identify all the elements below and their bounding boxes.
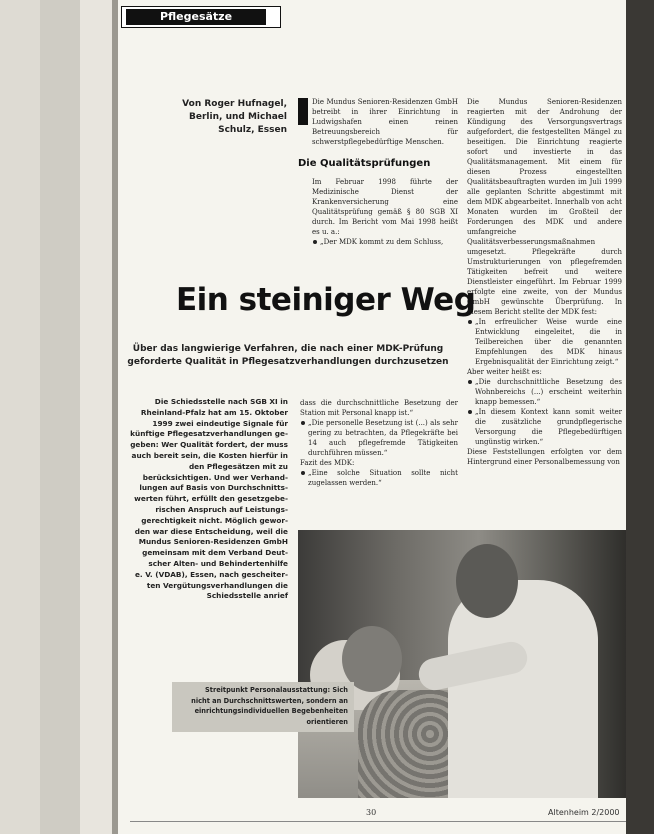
- body-paragraph: Aber weiter heißt es:: [467, 368, 542, 376]
- body-paragraph: Fazit des MDK:: [300, 459, 355, 467]
- article-headline: Ein steiniger Weg: [176, 282, 476, 318]
- column-right: [467, 97, 622, 467]
- column-middle-top: [298, 97, 458, 247]
- dek-line: geforderte Qualität in Pflegesatzverhandlungen durchzusetzen: [127, 357, 449, 367]
- caption-line: Streitpunkt Personalausstattung: Sich: [205, 686, 348, 694]
- photo-caption: [172, 682, 354, 732]
- lead-line: lungen auf Basis von Durchschnitts-: [139, 483, 288, 493]
- lead-line: den war diese Entscheidung, weil die: [134, 526, 288, 536]
- byline-line: Schulz, Essen: [218, 125, 287, 135]
- lead-line: scher Alten- und Behindertenhilfe: [148, 558, 288, 568]
- lead-line: gemeinsam mit dem Verband Deut-: [142, 548, 288, 558]
- lead-line: e. V. (VDAB), Essen, nach gescheiter-: [134, 569, 288, 579]
- section-header: Pflegesätze: [126, 9, 266, 25]
- body-paragraph: Die Mundus Senioren-Residenzen reagierten mit der Androhung der Kündigung des Versorgungsvertrags aufgefordert, die festgestellten Mängel zu beseitigen. Die Einrichtung reagierte sofort und investierte in das Qualitätsmanagement. Mit einem für diesen Prozess eingestellten Qualitätsbeauftragten wurden im Juli 1999 alle geplanten Schritte abgestimmt mit dem MDK abgearbeitet. Innerhalb von acht Monaten wurden im Großteil der Forderungen des MDK und andere umfangreiche Qualitätsverbesserungsmaßnahmen umgesetzt. Pflegekräfte durch Umstrukturierungen von pflegefremden Tätigkeiten befreit und weitere Dienstleister eingeführt. Im Februar 1999 erfolgte eine zweite, von der Mundus GmbH gewünschte Überprüfung. In diesem Bericht stellte der MDK fest:: [467, 98, 622, 316]
- caption-line: orientieren: [306, 717, 348, 726]
- quote-bullet: „Eine solche Situation sollte nicht zugelassen werden.“: [300, 468, 458, 488]
- issue-label: Altenheim 2/2000: [548, 808, 620, 817]
- article-dek: [116, 343, 460, 369]
- quote-bullet: „Der MDK kommt zu dem Schluss,: [312, 237, 458, 247]
- lead-line: Mundus Senioren-Residenzen GmbH: [138, 537, 288, 547]
- lead-line: geben: Wer Qualität fordert, der muss: [130, 440, 288, 450]
- lead-line: Rheinland-Pfalz hat am 15. Oktober: [140, 407, 288, 417]
- lead-line: rischen Anspruch auf Leistungs-: [155, 504, 288, 514]
- column-middle-bottom: [300, 398, 458, 488]
- body-paragraph: Diese Feststellungen erfolgten vor dem Hintergrund einer Personalbemessung von: [467, 448, 622, 466]
- footer-rule: [130, 821, 626, 822]
- page-number: 30: [366, 808, 377, 817]
- lead-line: Schiedsstelle anrief: [206, 591, 288, 601]
- lead-line: auch bereit sein, die Kosten hierfür in: [131, 450, 288, 460]
- lead-line: künftige Pflegesatzverhandlungen ge-: [130, 429, 288, 439]
- lead-line: 1999 zwei eindeutige Signale für: [152, 418, 288, 428]
- body-paragraph: Im Februar 1998 führte der Medizinische Dienst der Krankenversicherung eine Qualitätsprüfung gemäß § 80 SGB XI durch. Im Bericht vom Mai 1998 heißt es u. a.:: [312, 178, 458, 236]
- quote-bullet: „In diesem Kontext kann somit weiter die zusätzliche grundpflegerische Versorgung die Pflegebedürftigen ungünstig wirken.“: [467, 407, 622, 447]
- subheading: Die Qualitätsprüfungen: [298, 158, 431, 169]
- lead-paragraph: [128, 397, 288, 602]
- dek-line: Über das langwierige Verfahren, die nach einer MDK-Prüfung: [132, 344, 444, 354]
- lead-line: den Pflegesätzen mit zu: [188, 461, 288, 471]
- byline-line: Von Roger Hufnagel,: [182, 99, 287, 109]
- lead-line: werten führt, erfüllt den gesetzgebe-: [134, 494, 288, 504]
- scanner-shadow: [626, 0, 654, 834]
- caption-line: einrichtungsindividuellen Begebenheiten: [194, 707, 348, 715]
- quote-bullet: „Die durchschnittliche Besetzung des Wohnbereichs (...) erscheint weiterhin knapp bemessen.“: [467, 377, 622, 407]
- drop-cap-bar: [298, 98, 308, 125]
- byline-line: Berlin, und Michael: [189, 112, 287, 122]
- caption-line: nicht an Durchschnittswerten, sondern an: [191, 696, 348, 705]
- lead-line: Die Schiedsstelle nach SGB XI in: [154, 397, 288, 406]
- byline: [165, 98, 287, 137]
- article-photo: [298, 530, 626, 798]
- photo-caregiver-head: [456, 544, 518, 618]
- body-paragraph: dass die durchschnittliche Besetzung der Station mit Personal knapp ist.“: [300, 399, 458, 417]
- quote-bullet: „Die personelle Besetzung ist (...) als sehr gering zu betrachten, da Pflegekräfte bei 14 auch pflegefremde Tätigkeiten durchführen müssen.“: [300, 418, 458, 458]
- lead-line: berücksichtigen. Und wer Verhand-: [142, 472, 288, 482]
- intro-paragraph: Die Mundus Senioren-Residenzen GmbH betreibt in ihrer Einrichtung in Ludwigshafen einen reinen Betreuungsbereich für schwerstpflegebedürftige Menschen.: [312, 98, 458, 146]
- lead-line: ten Vergütungsverhandlungen die: [146, 580, 288, 590]
- lead-line: gerechtigkeit nicht. Möglich gewor-: [141, 515, 288, 525]
- quote-bullet: „In erfreulicher Weise wurde eine Entwicklung eingeleitet, die in Teilbereichen über die genannten Empfehlungen des MDK hinaus Ergebnisqualität der Einrichtung zeigt.“: [467, 317, 622, 367]
